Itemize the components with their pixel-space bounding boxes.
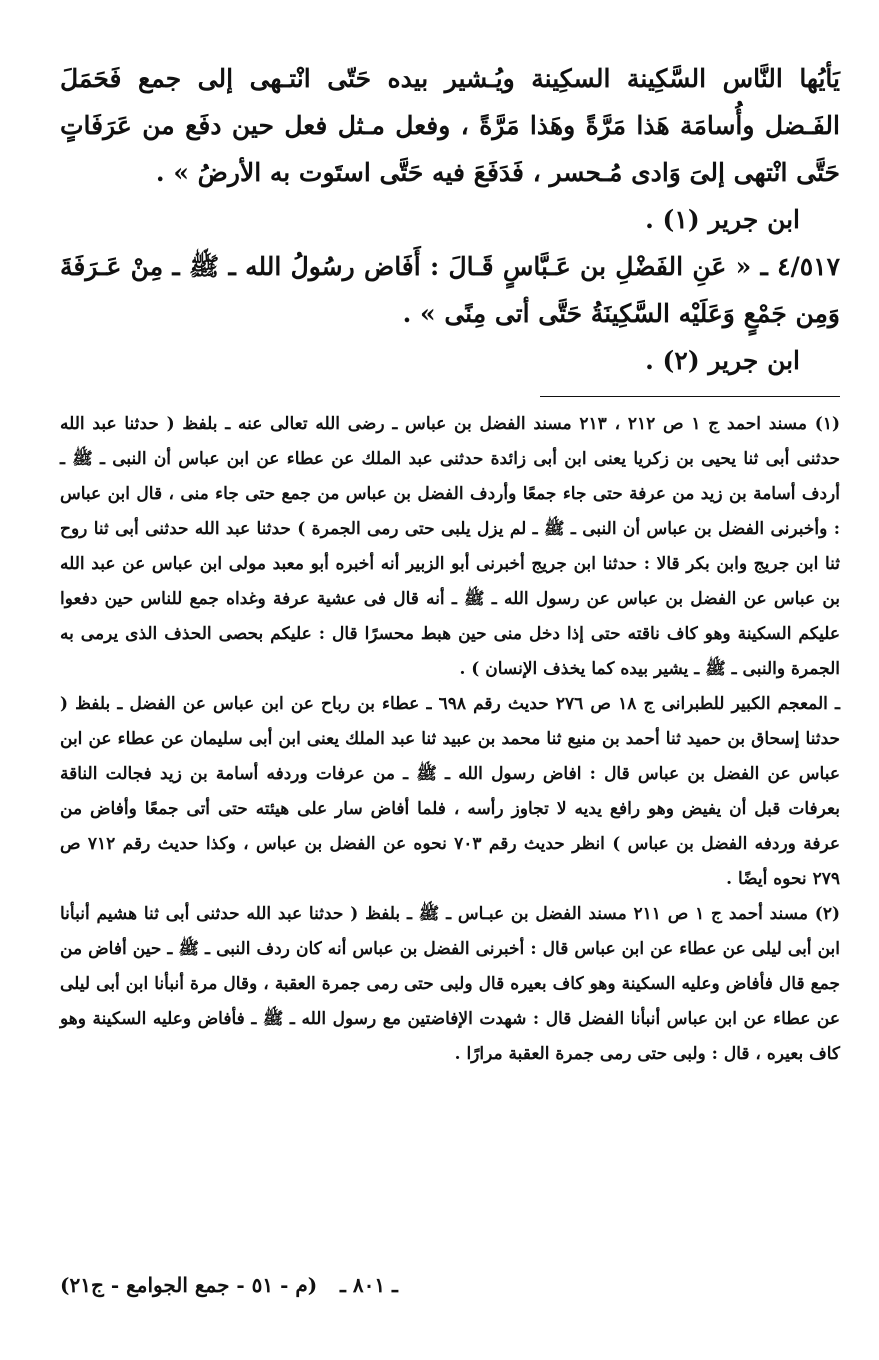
hadith-source: ابن جرير (٢) . <box>645 346 800 375</box>
document-page <box>60 55 840 1315</box>
footnote-separator <box>540 396 840 397</box>
footnote-2: (٢) مسند أحمد ج ١ ص ٢١١ مسند الفضل بن عبـاس ـ ﷺ ـ بلفظ ( حدثنا عبد الله حدثنى أبى ثنا هشيم أنبأنا ابن أبى ليلى عن عطاء عن ابن عباس قال : أخبرنى الفضل بن عباس أنه كان ردف النبى ـ ﷺ ـ حين أفاض من جمع قال فأفاض وعليه السكينة وهو كاف بعيره قال ولبى حتى رمى جمرة العقبة ، وقال مرة أنبأنا ابن أبى ليلى عن عطاء عن ابن عباس أنبأنا الفضل قال : شهدت الإفاضتين مع رسول الله ـ ﷺ ـ فأفاض وعليه السكينة وهو كاف بعيره ، قال : ولبى حتى رمى جمرة العقبة مرارًا . <box>60 904 841 1064</box>
footnote-1: (١) مسند احمد ج ١ ص ٢١٢ ، ٢١٣ مسند الفضل بن عباس ـ رضى الله تعالى عنه ـ بلفظ ( حدثنا عبد الله حدثنى أبى ثنا يحيى بن زكريا يعنى ابن أبى زائدة حدثنى عبد الملك عن عطاء عن ابن عباس أن النبى ـ ﷺ ـ أردف أسامة بن زيد من عرفة حتى جاء جمعًا وأردف الفضل بن عباس من جمع حتى جاء منى ، قال ابن عباس : وأخبرنى الفضل بن عباس أن النبى ـ ﷺ ـ لم يزل يلبى حتى رمى الجمرة ) حدثنا عبد الله حدثنى أبى ثنا روح ثنا ابن جريج وابن بكر قالا : حدثنا ابن جريج أخبرنى أبو الزبير أنه أخبره أبو معبد مولى ابن عباس عن عبد الله بن عباس عن الفضل بن عباس عن رسول الله ـ ﷺ ـ أنه قال فى عشية عرفة وغداه جمع للناس حين دفعوا عليكم السكينة وهو كاف ناقته حتى إذا دخل منى حين هبط محسرًا قال : عليكم بحصى الحذف الذى يرمى به الجمرة والنبى ـ ﷺ ـ يشير بيده كما يخذف الإنسان ) . <box>60 414 841 679</box>
page-number: ـ ٨٠١ ـ <box>340 1273 398 1297</box>
hadith-text: ٤/٥١٧ ـ « عَنِ الفَضْلِ بن عَـبَّاسٍ قَـالَ : أَفَاض رسُولُ الله ـ ﷺ ـ مِنْ عَـرَفَةَ وَمِن جَمْعٍ وَعَلَيْه السَّكِينَةُ حَتَّى أتى مِنًى » . <box>60 252 840 328</box>
footnote-1-continued: ـ المعجم الكبير للطبرانى ج ١٨ ص ٢٧٦ حديث رقم ٦٩٨ ـ عطاء بن رباح عن ابن عباس عن الفضل ـ بلفظ ( حدثنا إسحاق بن حميد ثنا أحمد بن منيع ثنا محمد بن عبيد ثنا عبد الملك يعنى ابن أبى سليمان عن عطاء عن ابن عباس عن الفضل بن عباس قال : افاض رسول الله ـ ﷺ ـ من عرفات وردفه أسامة بن زيد فجالت الناقة بعرفات قبل أن يفيض وهو رافع يديه لا تجاوز رأسه ، فلما أفاض سار على هيئته حتى أتى جمعًا وأفاض من عرفة وردفه الفضل بن عباس ) انظر حديث رقم ٧٠٣ نحوه عن الفضل بن عباس ، وكذا حديث رقم ٧١٢ ص ٢٧٩ نحوه أيضًا . <box>60 694 840 889</box>
footnotes <box>60 407 840 1072</box>
printer-signature: (م - ٥١ - جمع الجوامع - ج٢١) <box>60 1273 318 1297</box>
main-text <box>60 55 840 384</box>
page-footer <box>60 1273 840 1313</box>
hadith-text-continuation: يَأيُها النَّاس السَّكِينة السكِينة ويُـشير بيده حَتّى انْتـهى إلى جمع فَحَمَلَ الفَـضل وأُسامَة هَذا مَرَّةً وهَذا مَرَّةً ، وفعل مـثل فعل حين دفَع من عَرَفَاتٍ حَتَّى انْتهى إلىَ وَادى مُـحسر ، فَدَفَعَ فيه حَتَّى استَوت به الأرضُ » . <box>60 64 840 187</box>
hadith-source: ابن جرير (١) . <box>645 205 800 234</box>
